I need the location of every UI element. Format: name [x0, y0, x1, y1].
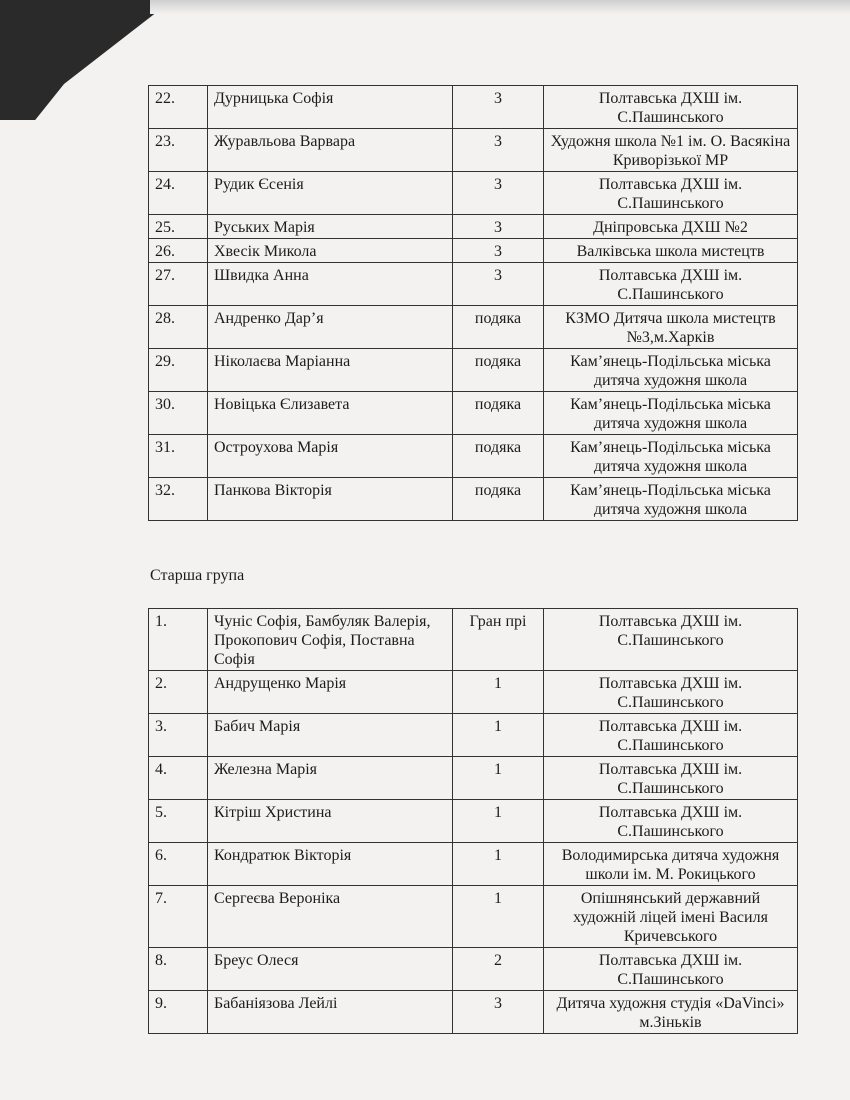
- school-name: Кам’янець-Подільська міська дитяча художня школа: [544, 392, 798, 435]
- school-name: Володимирська дитяча художня школи ім. М. Рокицького: [544, 843, 798, 886]
- row-number: 25.: [149, 215, 208, 239]
- row-number: 5.: [149, 800, 208, 843]
- junior-results-table: [148, 85, 798, 521]
- senior-results-table: [148, 608, 798, 1034]
- school-name: Опішнянський державний художній ліцей імені Василя Кричевського: [544, 886, 798, 948]
- table-row: [149, 306, 798, 349]
- participant-name: Новіцька Єлизавета: [208, 392, 453, 435]
- table-row: [149, 991, 798, 1034]
- row-number: 31.: [149, 435, 208, 478]
- participant-name: Хвесік Микола: [208, 239, 453, 263]
- table-row: [149, 392, 798, 435]
- table-row: [149, 349, 798, 392]
- school-name: Полтавська ДХШ ім. С.Пашинського: [544, 172, 798, 215]
- participant-name: Сергеєва Вероніка: [208, 886, 453, 948]
- school-name: Полтавська ДХШ ім. С.Пашинського: [544, 714, 798, 757]
- participant-name: Бабич Марія: [208, 714, 453, 757]
- school-name: Валківська школа мистецтв: [544, 239, 798, 263]
- school-name: Полтавська ДХШ ім. С.Пашинського: [544, 263, 798, 306]
- participant-name: Панкова Вікторія: [208, 478, 453, 521]
- award: 3: [453, 263, 544, 306]
- award: Гран прі: [453, 609, 544, 671]
- row-number: 27.: [149, 263, 208, 306]
- row-number: 7.: [149, 886, 208, 948]
- award: 1: [453, 843, 544, 886]
- row-number: 24.: [149, 172, 208, 215]
- table-row: [149, 435, 798, 478]
- page-fold-shadow: [150, 0, 850, 14]
- table-row: [149, 948, 798, 991]
- school-name: Полтавська ДХШ ім. С.Пашинського: [544, 757, 798, 800]
- participant-name: Ніколаєва Маріанна: [208, 349, 453, 392]
- award: 1: [453, 800, 544, 843]
- award: 1: [453, 886, 544, 948]
- table-row: [149, 714, 798, 757]
- award: 1: [453, 714, 544, 757]
- school-name: Полтавська ДХШ ім. С.Пашинського: [544, 609, 798, 671]
- participant-name: Андренко Дар’я: [208, 306, 453, 349]
- senior-group-heading: Старша група: [150, 567, 245, 584]
- table-row: [149, 263, 798, 306]
- school-name: КЗМО Дитяча школа мистецтв №3,м.Харків: [544, 306, 798, 349]
- award: подяка: [453, 306, 544, 349]
- school-name: Дитяча художня студія «DaVinci» м.Зіньків: [544, 991, 798, 1034]
- row-number: 28.: [149, 306, 208, 349]
- school-name: Кам’янець-Подільська міська дитяча художня школа: [544, 478, 798, 521]
- participant-name: Журавльова Варвара: [208, 129, 453, 172]
- row-number: 23.: [149, 129, 208, 172]
- award: подяка: [453, 392, 544, 435]
- award: 3: [453, 129, 544, 172]
- table-row: [149, 239, 798, 263]
- award: 1: [453, 671, 544, 714]
- school-name: Кам’янець-Подільська міська дитяча художня школа: [544, 435, 798, 478]
- row-number: 9.: [149, 991, 208, 1034]
- award: 3: [453, 991, 544, 1034]
- school-name: Художня школа №1 ім. О. Васякіна Криворізької МР: [544, 129, 798, 172]
- table-row: [149, 886, 798, 948]
- table-row: [149, 478, 798, 521]
- award: подяка: [453, 435, 544, 478]
- row-number: 2.: [149, 671, 208, 714]
- row-number: 6.: [149, 843, 208, 886]
- table-row: [149, 609, 798, 671]
- school-name: Дніпровська ДХШ №2: [544, 215, 798, 239]
- participant-name: Бреус Олеся: [208, 948, 453, 991]
- school-name: Полтавська ДХШ ім. С.Пашинського: [544, 948, 798, 991]
- participant-name: Остроухова Марія: [208, 435, 453, 478]
- table-row: [149, 843, 798, 886]
- row-number: 26.: [149, 239, 208, 263]
- participant-name: Кітріш Христина: [208, 800, 453, 843]
- participant-name: Кондратюк Вікторія: [208, 843, 453, 886]
- table-row: [149, 671, 798, 714]
- row-number: 4.: [149, 757, 208, 800]
- row-number: 1.: [149, 609, 208, 671]
- scan-corner-shadow: [0, 0, 160, 120]
- row-number: 3.: [149, 714, 208, 757]
- participant-name: Андрущенко Марія: [208, 671, 453, 714]
- school-name: Полтавська ДХШ ім. С.Пашинського: [544, 671, 798, 714]
- table-row: [149, 129, 798, 172]
- award: 3: [453, 172, 544, 215]
- table-row: [149, 86, 798, 129]
- participant-name: Дурницька Софія: [208, 86, 453, 129]
- award: подяка: [453, 478, 544, 521]
- award: 3: [453, 215, 544, 239]
- participant-name: Рудик Єсенія: [208, 172, 453, 215]
- award: подяка: [453, 349, 544, 392]
- participant-name: Бабаніязова Лейлі: [208, 991, 453, 1034]
- table-row: [149, 800, 798, 843]
- participant-name: Руських Марія: [208, 215, 453, 239]
- award: 2: [453, 948, 544, 991]
- school-name: Полтавська ДХШ ім. С.Пашинського: [544, 86, 798, 129]
- participant-name: Железна Марія: [208, 757, 453, 800]
- award: 1: [453, 757, 544, 800]
- award: 3: [453, 86, 544, 129]
- school-name: Кам’янець-Подільська міська дитяча художня школа: [544, 349, 798, 392]
- row-number: 8.: [149, 948, 208, 991]
- table-row: [149, 215, 798, 239]
- participant-name: Швидка Анна: [208, 263, 453, 306]
- school-name: Полтавська ДХШ ім. С.Пашинського: [544, 800, 798, 843]
- award: 3: [453, 239, 544, 263]
- row-number: 32.: [149, 478, 208, 521]
- table-row: [149, 172, 798, 215]
- row-number: 29.: [149, 349, 208, 392]
- row-number: 22.: [149, 86, 208, 129]
- table-row: [149, 757, 798, 800]
- row-number: 30.: [149, 392, 208, 435]
- participant-name: Чуніс Софія, Бамбуляк Валерія, Прокопович Софія, Поставна Софія: [208, 609, 453, 671]
